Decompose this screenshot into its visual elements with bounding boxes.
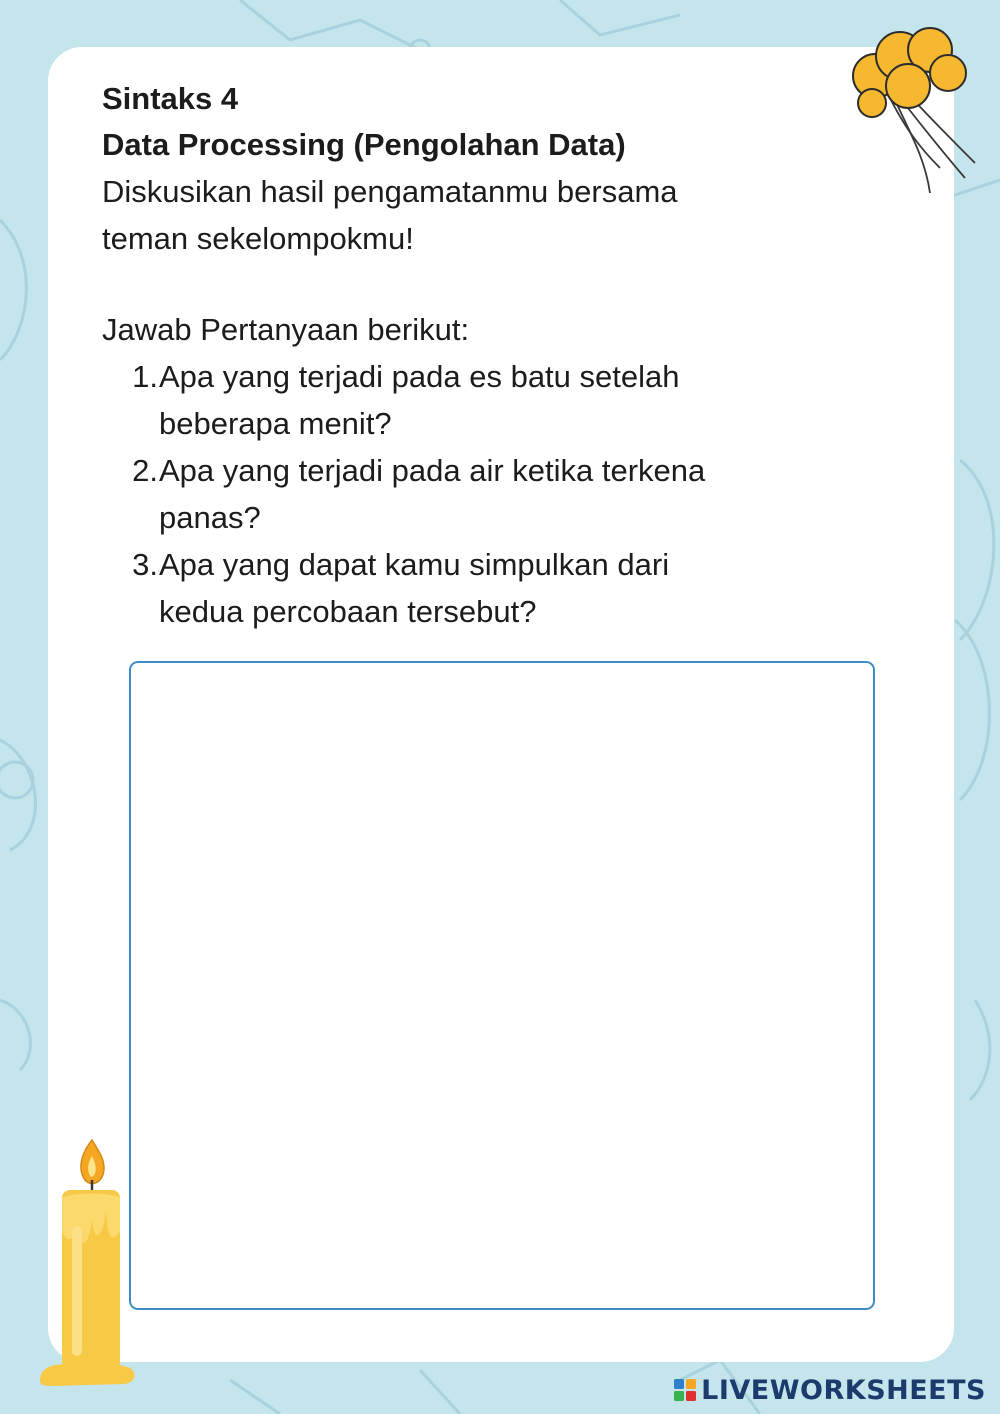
- question-3-line-2: kedua percobaan tersebut?: [159, 594, 537, 629]
- question-2-number: 2.: [132, 453, 158, 488]
- question-2-line-2: panas?: [159, 500, 261, 535]
- instruction-line-2: teman sekelompokmu!: [102, 221, 414, 256]
- section-subheading: Data Processing (Pengolahan Data): [102, 127, 626, 162]
- question-list: [102, 353, 862, 635]
- sintaks-heading: Sintaks 4: [102, 81, 239, 116]
- question-1-line-1: Apa yang terjadi pada es batu setelah: [159, 359, 680, 394]
- question-3-number: 3.: [132, 547, 158, 582]
- question-1: [102, 353, 862, 447]
- instruction-line-1: Diskusikan hasil pengamatanmu bersama: [102, 174, 678, 209]
- question-3-line-1: Apa yang dapat kamu simpulkan dari: [159, 547, 670, 582]
- candle-icon: [30, 1130, 145, 1392]
- liveworksheets-logo: [673, 1374, 986, 1406]
- question-2: [102, 447, 862, 541]
- answer-textbox[interactable]: [129, 661, 875, 1310]
- liveworksheets-logo-icon: [673, 1378, 697, 1402]
- question-2-line-1: Apa yang terjadi pada air ketika terkena: [159, 453, 706, 488]
- question-1-number: 1.: [132, 359, 158, 394]
- questions-intro: Jawab Pertanyaan berikut:: [102, 312, 470, 347]
- worksheet-content: [102, 76, 862, 635]
- liveworksheets-logo-text: LIVEWORKSHEETS: [701, 1374, 986, 1406]
- question-3: [102, 541, 862, 635]
- question-1-line-2: beberapa menit?: [159, 406, 392, 441]
